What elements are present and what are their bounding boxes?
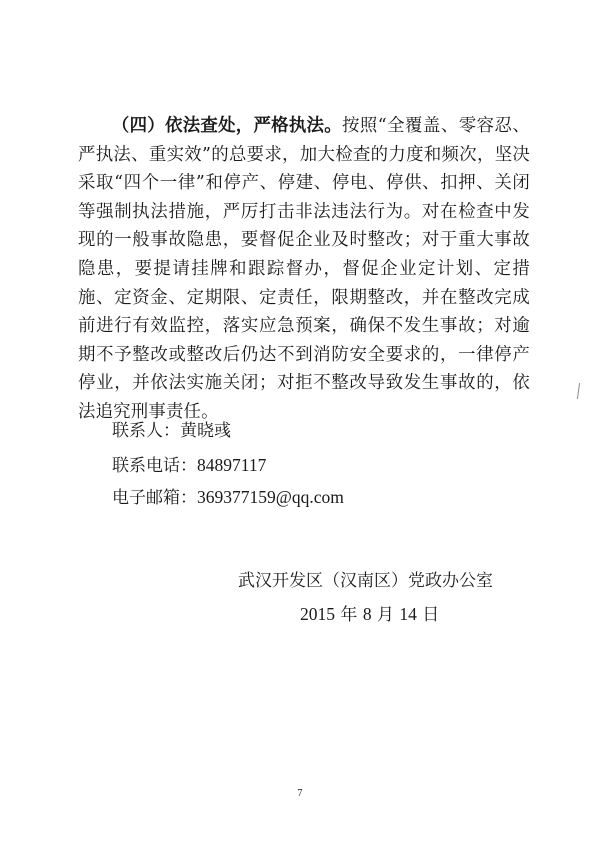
- section-heading: （四）依法查处，严格执法。: [111, 116, 342, 136]
- date-month: 8: [362, 604, 372, 624]
- body-paragraph: [78, 112, 530, 427]
- contact-person-value: 黄晓彧: [180, 421, 231, 441]
- date-year: 2015: [300, 604, 335, 624]
- page-number: 7: [297, 788, 303, 799]
- contact-email-value: 369377159@qq.com: [197, 487, 344, 507]
- date-month-unit: 月: [371, 605, 400, 625]
- contact-person-label: 联系人：: [112, 421, 180, 441]
- signature-date: [300, 603, 439, 626]
- date-day-unit: 日: [416, 605, 440, 625]
- contact-phone: [112, 454, 266, 477]
- date-day: 14: [399, 604, 417, 624]
- contact-phone-label: 联系电话：: [112, 456, 197, 476]
- contact-phone-value: 84897117: [197, 455, 267, 475]
- contact-email: [112, 486, 344, 509]
- contact-email-label: 电子邮箱：: [112, 488, 197, 508]
- date-year-unit: 年: [335, 605, 363, 625]
- signature-org: 武汉开发区（汉南区）党政办公室: [238, 571, 493, 591]
- margin-mark: [577, 383, 580, 399]
- paragraph-text: 按照“全覆盖、零容忍、严执法、重实效”的总要求，加大检查的力度和频次，坚决采取“四个一律”和停产、停建、停电、停供、扣押、关闭等强制执法措施，严厉打击非法违法行为。对在检查中发现的一般事故隐患，要督促企业及时整改；对于重大事故隐患，要提请挂牌和跟踪督办，督促企业定计划、定措施、定资金、定期限、定责任，限期整改，并在整改完成前进行有效监控，落实应急预案，确保不发生事故；对逾期不予整改或整改后仍达不到消防安全要求的，一律停产停业，并依法实施关闭；对拒不整改导致发生事故的，依法追究刑事责任。: [78, 116, 530, 422]
- contact-person: [112, 420, 231, 442]
